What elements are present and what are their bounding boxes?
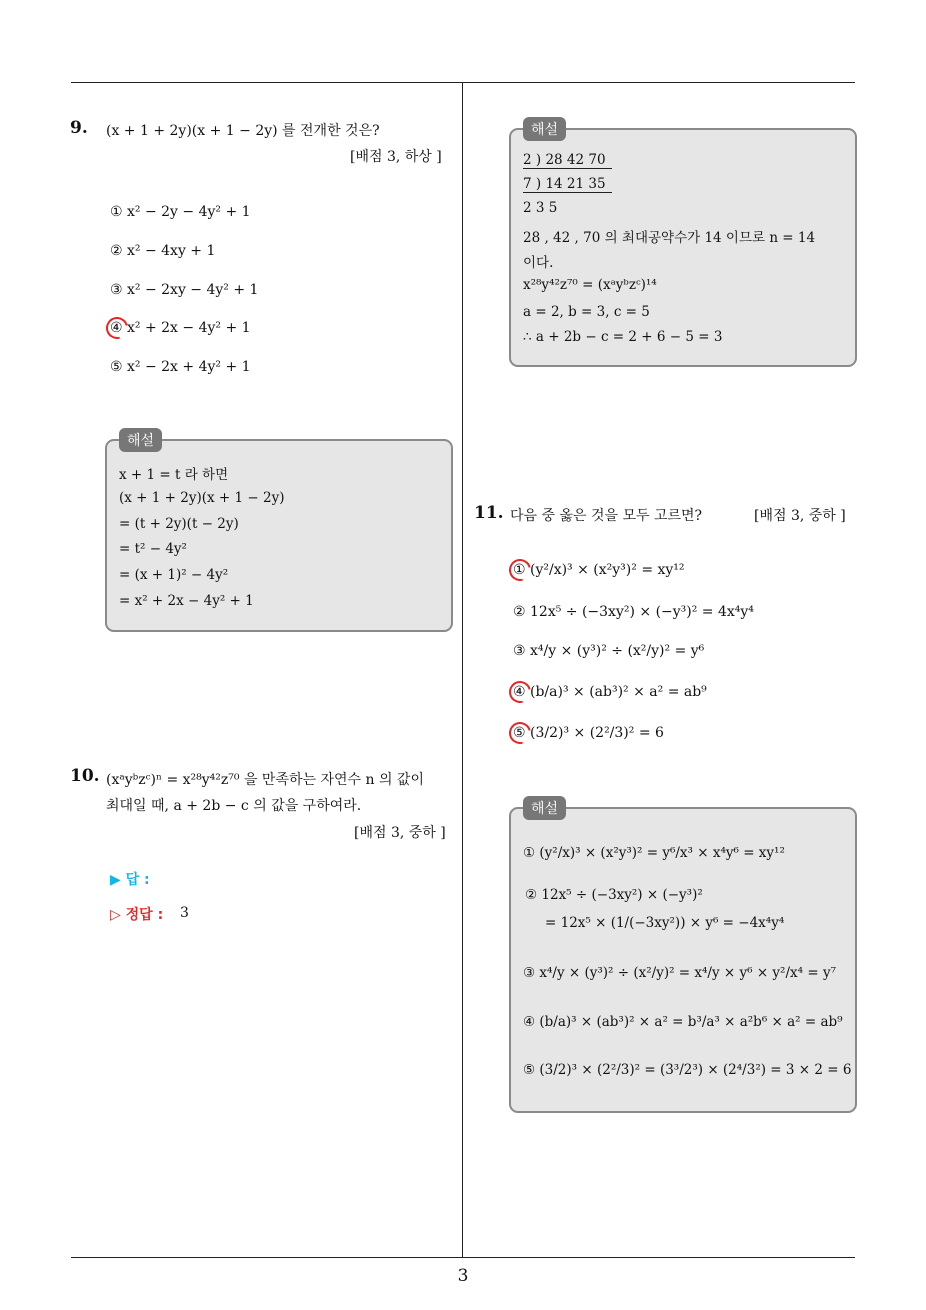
q9-sol-line: (x + 1 + 2y)(x + 1 − 2y) — [119, 490, 285, 506]
question-10-number: 10. — [70, 766, 100, 786]
q11-choice-1[interactable]: ① (y²/x)³ × (x²y³)² = xy¹² — [513, 562, 685, 578]
q10-sol-line: 이다. — [523, 255, 554, 271]
q10-sol-line: 2 ) 28 42 70 — [523, 152, 612, 169]
q11-solution-box — [509, 801, 857, 1113]
question-10-stem-line1: (xᵃyᵇzᶜ)ⁿ = x²⁸y⁴²z⁷⁰ 을 만족하는 자연수 n 의 값이 — [106, 772, 424, 788]
q11-choice-2[interactable]: ② 12x⁵ ÷ (−3xy²) × (−y³)² = 4x⁴y⁴ — [513, 604, 754, 620]
question-11-score: [배점 3, 중하 ] — [754, 508, 846, 524]
question-11-stem: 다음 중 옳은 것을 모두 고르면? — [510, 508, 703, 524]
answer-label: ▶ 답 : — [110, 872, 150, 888]
question-10-stem-line2: 최대일 때, a + 2b − c 의 값을 구하여라. — [106, 798, 362, 814]
question-9-number: 9. — [70, 118, 88, 138]
q9-choice-5[interactable]: ⑤ x² − 2x + 4y² + 1 — [110, 359, 251, 375]
page-number: 3 — [457, 1266, 469, 1286]
q11-sol-line: = 12x⁵ × (1/(−3xy²)) × y⁶ = −4x⁴y⁴ — [545, 915, 785, 931]
q10-sol-line: 28 , 42 , 70 의 최대공약수가 14 이므로 n = 14 — [523, 230, 816, 246]
q10-solution-tag: 해설 — [523, 117, 566, 141]
q10-sol-line: 2 3 5 — [523, 200, 558, 216]
q9-sol-line: = t² − 4y² — [119, 541, 187, 557]
q11-choice-4[interactable]: ④ (b/a)³ × (ab³)² × a² = ab⁹ — [513, 684, 707, 700]
top-rule — [71, 82, 855, 83]
q11-sol-line: ① (y²/x)³ × (x²y³)² = y⁶/x³ × x⁴y⁶ = xy¹² — [523, 845, 785, 861]
q11-sol-line: ③ x⁴/y × (y³)² ÷ (x²/y)² = x⁴/y × y⁶ × y²/x⁴ = y⁷ — [523, 965, 836, 981]
q9-sol-line: = (x + 1)² − 4y² — [119, 567, 229, 583]
q10-sol-line: x²⁸y⁴²z⁷⁰ = (xᵃyᵇzᶜ)¹⁴ — [523, 277, 657, 293]
correct-answer-value: 3 — [180, 905, 189, 921]
red-circle-mark-icon — [505, 677, 535, 707]
q9-sol-line: = (t + 2y)(t − 2y) — [119, 516, 239, 532]
bottom-rule — [71, 1257, 855, 1258]
red-circle-mark-icon — [505, 718, 535, 748]
q11-sol-line: ④ (b/a)³ × (ab³)² × a² = b³/a³ × a²b⁶ × a² = ab⁹ — [523, 1014, 843, 1030]
q9-sol-line: x + 1 = t 라 하면 — [119, 467, 229, 483]
q9-choice-1[interactable]: ① x² − 2y − 4y² + 1 — [110, 204, 251, 220]
red-circle-mark-icon — [505, 555, 535, 585]
red-circle-mark-icon — [102, 313, 132, 343]
q9-solution-box — [105, 433, 453, 632]
q11-solution-tag: 해설 — [523, 796, 566, 820]
column-divider — [462, 82, 463, 1258]
question-11-number: 11. — [474, 503, 504, 523]
q9-choice-4[interactable]: ④ x² + 2x − 4y² + 1 — [110, 320, 251, 336]
q9-choice-2[interactable]: ② x² − 4xy + 1 — [110, 243, 216, 259]
question-9-stem: (x + 1 + 2y)(x + 1 − 2y) 를 전개한 것은? — [106, 123, 380, 139]
q11-sol-line: ⑤ (3/2)³ × (2²/3)² = (3³/2³) × (2⁴/3²) = 3 × 2 = 6 — [523, 1062, 852, 1078]
question-10-score: [배점 3, 중하 ] — [354, 825, 446, 841]
q11-sol-line: ② 12x⁵ ÷ (−3xy²) × (−y³)² — [525, 887, 703, 903]
q9-choice-3[interactable]: ③ x² − 2xy − 4y² + 1 — [110, 282, 259, 298]
q11-choice-3[interactable]: ③ x⁴/y × (y³)² ÷ (x²/y)² = y⁶ — [513, 643, 705, 659]
q10-sol-line: 7 ) 14 21 35 — [523, 176, 612, 193]
question-9-score: [배점 3, 하상 ] — [350, 149, 442, 165]
correct-answer-label: ▷ 정답 : — [110, 907, 164, 923]
q9-solution-tag: 해설 — [119, 428, 162, 452]
q10-sol-line: ∴ a + 2b − c = 2 + 6 − 5 = 3 — [523, 329, 723, 345]
q9-sol-line: = x² + 2x − 4y² + 1 — [119, 593, 254, 609]
q10-sol-line: a = 2, b = 3, c = 5 — [523, 304, 650, 320]
q10-solution-box — [509, 122, 857, 367]
q11-choice-5[interactable]: ⑤ (3/2)³ × (2²/3)² = 6 — [513, 725, 664, 741]
